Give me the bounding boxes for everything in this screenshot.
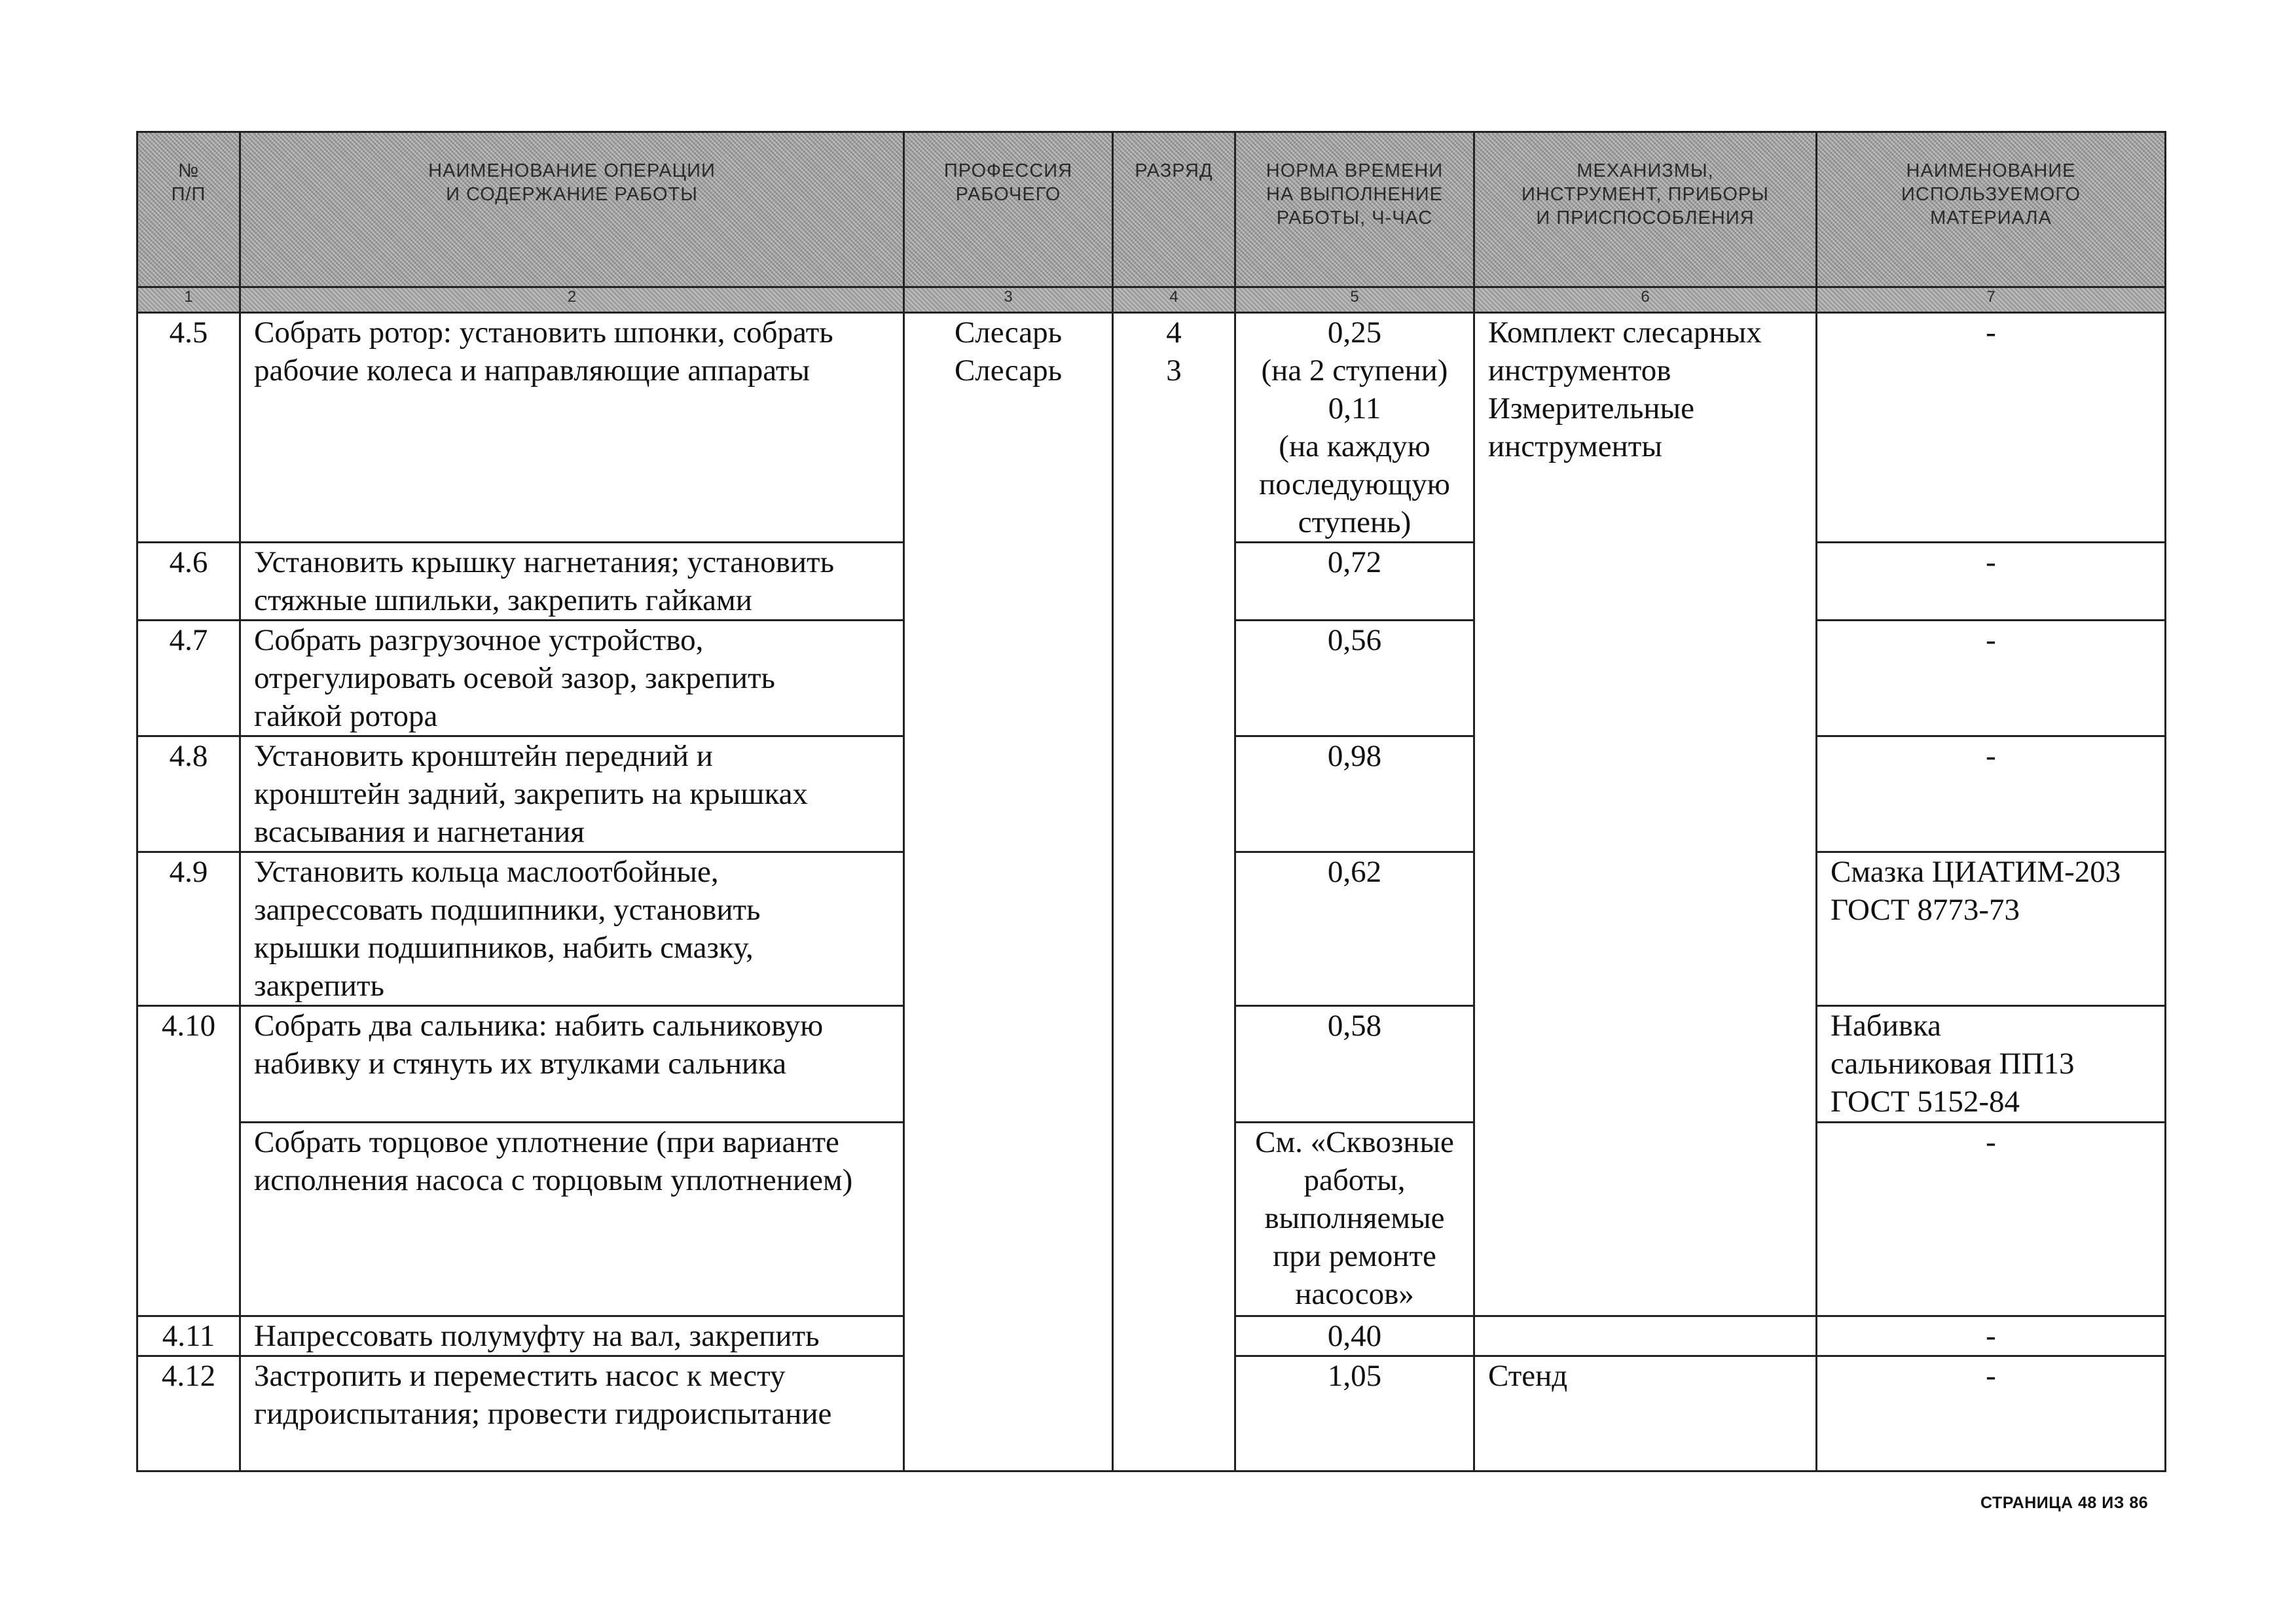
column-number: 7 [1817,287,2166,313]
column-number: 3 [904,287,1113,313]
header-rank: РАЗРЯД [1113,132,1235,287]
column-number: 4 [1113,287,1235,313]
operation-text: Собрать ротор: установить шпонки, собрать рабочие колеса и направляющие аппараты [240,313,904,543]
page-number: СТРАНИЦА 48 ИЗ 86 [1980,1494,2149,1512]
header-num: № П/П [137,132,240,287]
column-number: 2 [240,287,904,313]
material-cell: Смазка ЦИАТИМ-203 ГОСТ 8773-73 [1817,852,2166,1006]
material-cell: - [1817,1316,2166,1356]
operation-text: Застропить и переместить насос к месту гидроиспытания; провести гидроиспытание [240,1356,904,1471]
time-norm: 0,25 (на 2 ступени) 0,11 (на каждую последующую ступень) [1235,313,1474,543]
material-cell: - [1817,736,2166,852]
row-number: 4.6 [137,543,240,621]
column-number: 5 [1235,287,1474,313]
material-cell: - [1817,621,2166,736]
material-cell: Набивка сальниковая ПП13 ГОСТ 5152-84 [1817,1006,2166,1123]
time-norm: См. «Сквозные работы, выполняемые при ремонте насосов» [1235,1123,1474,1316]
time-norm: 0,58 [1235,1006,1474,1123]
operation-text: Собрать разгрузочное устройство, отрегулировать осевой зазор, закрепить гайкой ротора [240,621,904,736]
operation-text: Установить кольца маслоотбойные, запрессовать подшипники, установить крышки подшипников, набить смазку, закрепить [240,852,904,1006]
mechanisms-cell: Стенд [1474,1356,1817,1471]
row-number: 4.12 [137,1356,240,1471]
column-numbers-row [137,287,2166,313]
operation-text: Установить кронштейн передний и кронштейн задний, закрепить на крышках всасывания и нагнетания [240,736,904,852]
time-norm: 1,05 [1235,1356,1474,1471]
material-cell: - [1817,543,2166,621]
operations-sheet [136,131,2164,1472]
header-mechanisms: МЕХАНИЗМЫ, ИНСТРУМЕНТ, ПРИБОРЫ И ПРИСПОСОБЛЕНИЯ [1474,132,1817,287]
time-norm: 0,56 [1235,621,1474,736]
profession-cell: Слесарь Слесарь [904,313,1113,1471]
table-row [137,313,2166,543]
row-number: 4.11 [137,1316,240,1356]
header-profession: ПРОФЕССИЯ РАБОЧЕГО [904,132,1113,287]
operation-text: Установить крышку нагнетания; установить стяжные шпильки, закрепить гайками [240,543,904,621]
rank-cell: 4 3 [1113,313,1235,1471]
column-number: 6 [1474,287,1817,313]
mechanisms-cell [1474,1316,1817,1356]
operation-text: Напрессовать полумуфту на вал, закрепить [240,1316,904,1356]
time-norm: 0,98 [1235,736,1474,852]
row-number: 4.7 [137,621,240,736]
time-norm: 0,72 [1235,543,1474,621]
mechanisms-cell: Комплект слесарных инструментов Измерительные инструменты [1474,313,1817,1316]
header-time-norm: НОРМА ВРЕМЕНИ НА ВЫПОЛНЕНИЕ РАБОТЫ, Ч-ЧАС [1235,132,1474,287]
material-cell: - [1817,1123,2166,1316]
material-cell: - [1817,1356,2166,1471]
time-norm: 0,62 [1235,852,1474,1006]
header-material: НАИМЕНОВАНИЕ ИСПОЛЬЗУЕМОГО МАТЕРИАЛА [1817,132,2166,287]
operation-text: Собрать торцовое уплотнение (при варианте исполнения насоса с торцовым уплотнением) [240,1123,904,1316]
operations-table [136,131,2166,1472]
row-number: 4.9 [137,852,240,1006]
header-row [137,132,2166,287]
header-operation: НАИМЕНОВАНИЕ ОПЕРАЦИИ И СОДЕРЖАНИЕ РАБОТЫ [240,132,904,287]
row-number: 4.8 [137,736,240,852]
time-norm: 0,40 [1235,1316,1474,1356]
row-number: 4.10 [137,1006,240,1316]
column-number: 1 [137,287,240,313]
operation-text: Собрать два сальника: набить сальниковую набивку и стянуть их втулками сальника [240,1006,904,1123]
material-cell: - [1817,313,2166,543]
row-number: 4.5 [137,313,240,543]
